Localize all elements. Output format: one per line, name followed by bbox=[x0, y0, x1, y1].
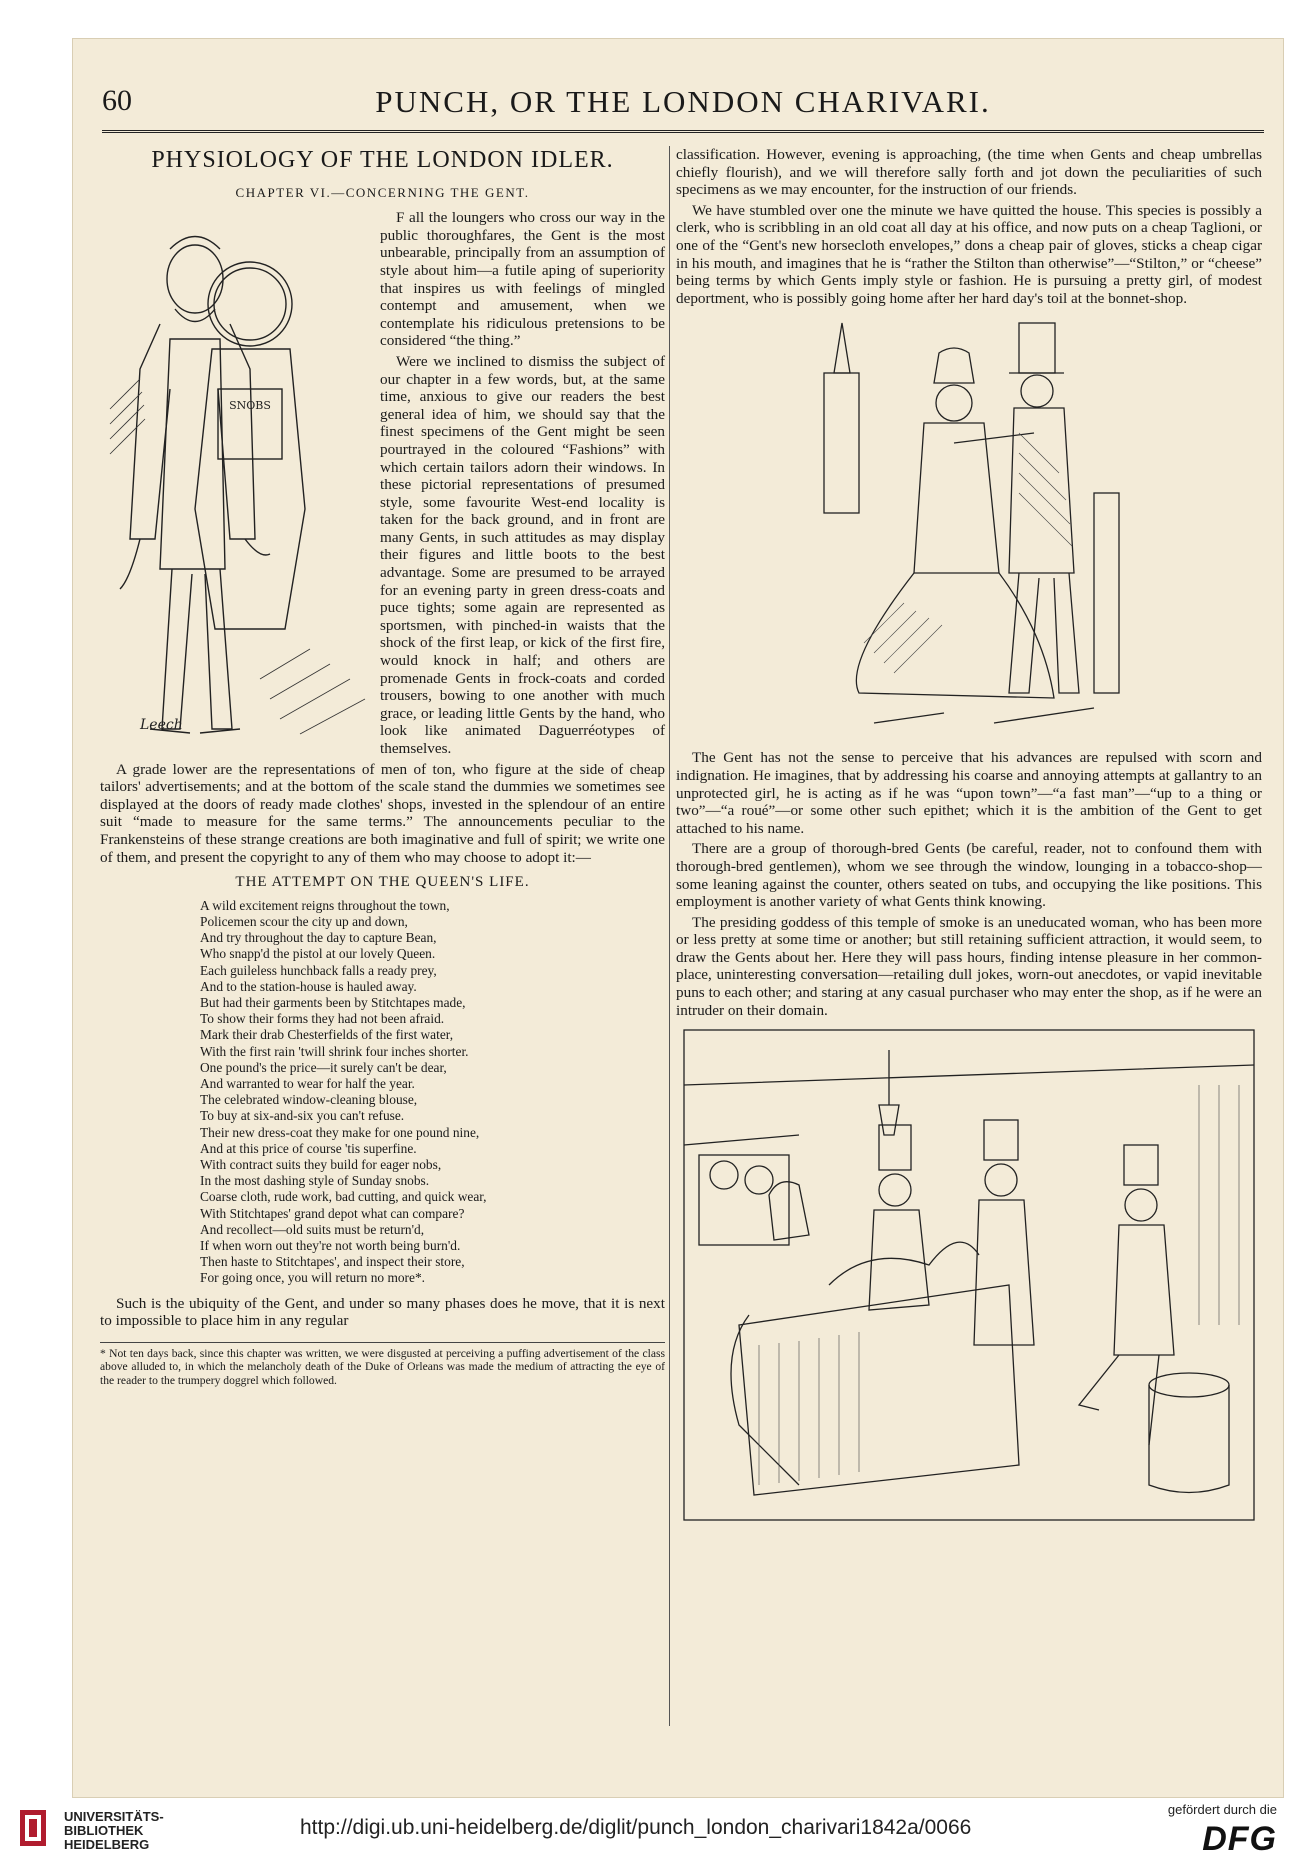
paragraph-1: F all the loungers who cross our way in the public thoroughfares, the Gent is the most unbearable, principally from an assumption of style about him—a futile aping of superiority that inspires us with feelings of mingled contempt and amusement, when we contemplate his ridiculous pretensions to be considered “the thing.” bbox=[380, 209, 665, 350]
page-header bbox=[102, 78, 1264, 130]
poem-line: To buy at six-and-six you can't refuse. bbox=[200, 1108, 405, 1124]
right-paragraph-1: classification. However, evening is approaching, (the time when Gents and cheap umbrellas chiefly flourish), and we will therefore sally forth and jot down the peculiarities of such specimens as we may encounter, for the instruction of our friends. bbox=[676, 146, 1262, 199]
library-name bbox=[64, 1810, 164, 1852]
right-paragraph-2: We have stumbled over one the minute we have quitted the house. This species is possibly a clerk, who is scribbling in an old coat all day at his office, and now puts on a cheap Taglioni, or one of the “Gent's new horsecloth envelopes,” dons a cheap pair of gloves, sticks a cheap cigar in his mouth, and imagines that he is “rather the Stilton than otherwise”—“Stilton,” or “cheese” being terms by which Gents imply style or fashion. He is pursuing a pretty girl, of modest deportment, who is possibly going home after her hard day's toil at the bonnet-shop. bbox=[676, 201, 1262, 307]
page-number: 60 bbox=[102, 84, 132, 117]
poem-line: Each guileless hunchback falls a ready prey, bbox=[200, 962, 437, 978]
page-title: PUNCH, OR THE LONDON CHARIVARI. bbox=[375, 84, 991, 119]
poem-line: And try throughout the day to capture Bean, bbox=[200, 930, 437, 946]
left-column bbox=[100, 146, 665, 1387]
poem-line: Policemen scour the city up and down, bbox=[200, 913, 408, 929]
scanned-page bbox=[72, 38, 1284, 1798]
poem-line: With the first rain 'twill shrink four inches shorter. bbox=[200, 1043, 469, 1059]
library-line-1: UNIVERSITÄTS- bbox=[64, 1809, 164, 1824]
poem-line: With Stitchtapes' grand depot what can compare? bbox=[200, 1205, 465, 1221]
library-line-3: HEIDELBERG bbox=[64, 1837, 150, 1852]
tobacco-shop-illustration bbox=[679, 1025, 1259, 1525]
header-rule bbox=[102, 130, 1264, 133]
paragraph-2: Were we inclined to dismiss the subject of our chapter in a few words, but, at the same time, anxious to give our readers the best general idea of him, we should say that the finest specimens of the Gent might be seen pourtrayed in the coloured “Fashions” with which certain tailors adorn their windows. In these pictorial representations of presumed style, some favourite West-end locality is taken for the back ground, and in front are many Gents, in such attitudes as may display their figures and little boots to the best advantage. Some are presumed to be arrayed for an evening party in green dress-coats and puce tights; some again are represented as sportsmen, with pinched-in waists that the shock of the first leap, or kick of the first fire, would knock in half; and others are promenade Gents in frock-coats and corded trousers, bowing to one another with much grace, or leading little Gents by the hand, who look like animated Daguerréotypes of themselves. bbox=[380, 352, 665, 757]
poem-line: The celebrated window-cleaning blouse, bbox=[200, 1092, 418, 1108]
right-column bbox=[676, 146, 1262, 1531]
poem-line: And at this price of course 'tis superfine. bbox=[200, 1140, 417, 1156]
dummy-sign-text: SNOBS bbox=[229, 399, 271, 413]
poem-line: Who snapp'd the pistol at our lovely Queen. bbox=[200, 946, 436, 962]
poem-line: For going once, you will return no more*. bbox=[200, 1270, 425, 1286]
library-line-2: BIBLIOTHEK bbox=[64, 1823, 144, 1838]
library-logo-icon bbox=[20, 1810, 46, 1846]
source-url[interactable]: http://digi.ub.uni-heidelberg.de/diglit/punch_london_charivari1842a/0066 bbox=[300, 1816, 972, 1839]
poem-line: To show their forms they had not been afraid. bbox=[200, 1011, 445, 1027]
gent-illustration bbox=[100, 209, 370, 744]
poem-line: In the most dashing style of Sunday snobs. bbox=[200, 1173, 430, 1189]
footer-bar bbox=[0, 1798, 1297, 1859]
poem-line: Mark their drab Chesterfields of the first water, bbox=[200, 1027, 454, 1043]
right-paragraph-3: The Gent has not the sense to perceive that his advances are repulsed with scorn and indignation. He imagines, that by addressing his coarse and annoying attempts at gallantry to an unprotected girl, he is acting as if he was “upon town”—“a fast man”—“up to a thing or two”—“a roué”—or some other such epithet; which it is the ambition of the Gent to get attached to his name. bbox=[676, 749, 1262, 837]
poem bbox=[200, 898, 665, 1287]
poem-line: With contract suits they build for eager nobs, bbox=[200, 1157, 442, 1172]
poem-line: Their new dress-coat they make for one pound nine, bbox=[200, 1124, 480, 1140]
poem-line: Coarse cloth, rude work, bad cutting, and quick wear, bbox=[200, 1189, 487, 1205]
right-paragraph-5: The presiding goddess of this temple of smoke is an uneducated woman, who has been more or less pretty at some time or another; but still retaining sufficient attraction, it would seem, to draw the Gents about her. Here they will pass hours, finding intense pleasure in her common-place, uninteresting conversation—retailing dull jokes, worn-out anecdotes, or vapid inevitable puns to each other; and staring at any casual purchaser who may enter the shop, as if he were an intruder on their domain. bbox=[676, 913, 1262, 1019]
funded-by-label: gefördert durch die bbox=[1167, 1802, 1277, 1817]
poem-line: But had their garments been by Stitchtapes made, bbox=[200, 994, 466, 1010]
dfg-logo: DFG bbox=[1202, 1820, 1277, 1858]
poem-line: And warranted to wear for half the year. bbox=[200, 1075, 415, 1091]
artist-signature: Leech bbox=[140, 717, 183, 734]
closing-paragraph: Such is the ubiquity of the Gent, and under so many phases does he move, that it is next to impossible to place him in any regular bbox=[100, 1294, 665, 1330]
poem-line: One pound's the price—it surely can't be dear, bbox=[200, 1059, 447, 1075]
poem-line: And to the station-house is hauled away. bbox=[200, 978, 417, 994]
poem-line: And recollect—old suits must be return'd, bbox=[200, 1221, 425, 1237]
footnote: * Not ten days back, since this chapter was written, we were disgusted at perceiving a puffing advertisement of the class above alluded to, in which the melancholy death of the Duke of Orleans was made the medium of attracting the eye of the reader to the trumpery doggrel which followed. bbox=[100, 1342, 665, 1387]
poem-line: Then haste to Stitchtapes', and inspect their store, bbox=[200, 1254, 465, 1270]
gent-drawing bbox=[100, 209, 370, 744]
poem-line: A wild excitement reigns throughout the town, bbox=[200, 897, 450, 913]
poem-line: If when worn out they're not worth being burn'd. bbox=[200, 1238, 461, 1254]
right-paragraph-4: There are a group of thorough-bred Gents (be careful, reader, not to confound them with thorough-bred gentlemen), whom we see through the window, lounging in a tobacco-shop—some leaning against the counter, others seated on tubs, and occupying the like positions. This employment is another variety of what Gents think knowing. bbox=[676, 840, 1262, 911]
paragraph-3: A grade lower are the representations of men of ton, who figure at the side of cheap tailors' advertisements; and at the bottom of the scale stand the dummies we sometimes see displayed at the doors of ready made clothes' shops, invested in the splendour of an entire suit “made to measure for the same terms.” The announcements peculiar to the Frankensteins of these strange creations are both imaginative and full of spirit; we write one of them, and present the copyright to any of them who may choose to adopt it:— bbox=[100, 760, 665, 866]
poem-title: THE ATTEMPT ON THE QUEEN'S LIFE. bbox=[235, 874, 530, 891]
column-divider bbox=[669, 146, 670, 1726]
couple-illustration bbox=[804, 313, 1134, 743]
article-heading: PHYSIOLOGY OF THE LONDON IDLER. bbox=[151, 147, 614, 173]
chapter-title: CHAPTER VI.—CONCERNING THE GENT. bbox=[235, 184, 530, 200]
